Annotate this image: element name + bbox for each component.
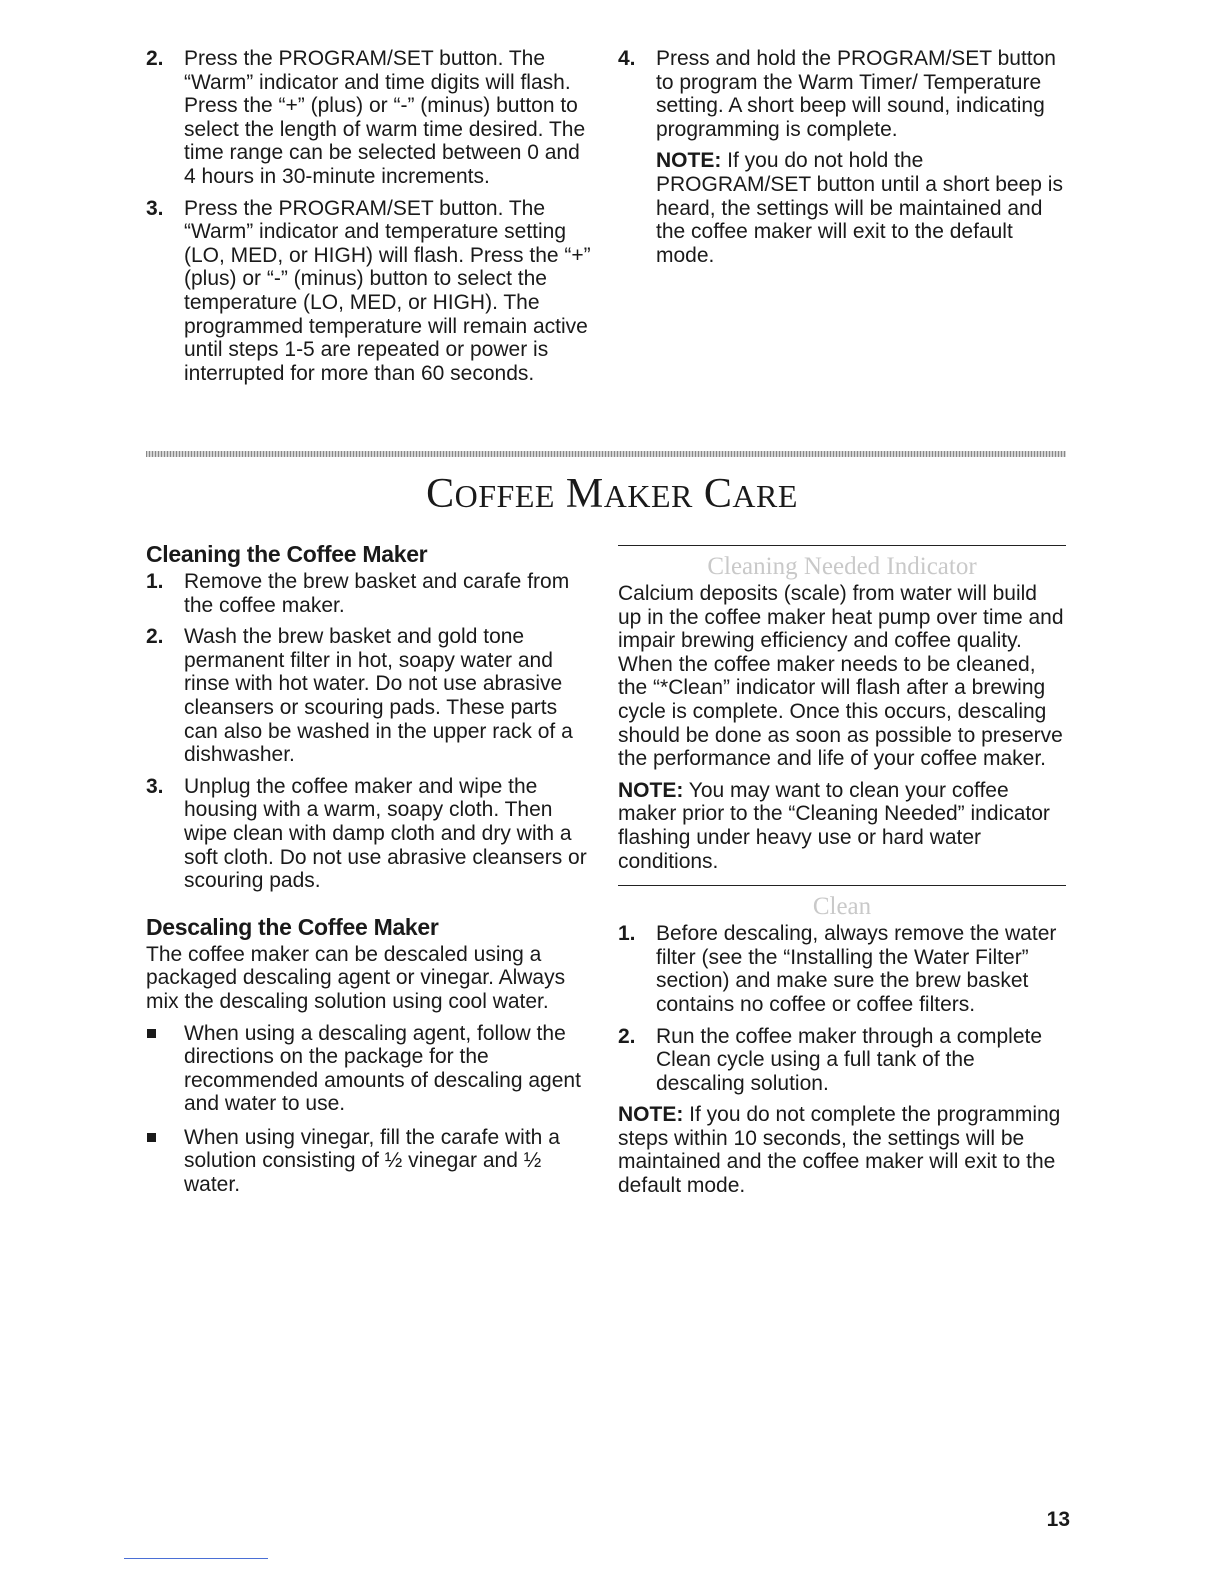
clean-step-2 — [618, 1025, 1066, 1096]
step-number: 4. — [618, 47, 636, 70]
cleaning-heading: Cleaning the Coffee Maker — [146, 541, 428, 567]
step-text: Remove the brew basket and carafe from the coffee maker. — [184, 570, 570, 617]
step-number: 2. — [146, 625, 164, 649]
section-divider — [146, 451, 1066, 457]
cleaning-step-3 — [146, 775, 592, 893]
step-number: 2. — [618, 1024, 636, 1048]
step-text: Unplug the coffee maker and wipe the housing with a warm, soapy cloth. Then wipe clean with damp cloth and dry with a soft cloth. Do not use abrasive cleansers or scouring pads. — [184, 774, 587, 893]
indicator-body: Calcium deposits (scale) from water will build up in the coffee maker heat pump over time and impair brewing efficiency and coffee quality. When the coffee maker needs to be cleaned, the “*Clean” indicator will flash after a brewing cycle is complete. Once this occurs, descaling should be done as soon as possible to preserve the performance and life of your coffee maker. — [618, 582, 1064, 771]
step-text: Wash the brew basket and gold tone permanent filter in hot, soapy water and rinse with hot water. Do not use abrasive cleansers or scouring pads. These parts can also be washed in the upper rack of a dishwasher. — [184, 625, 573, 767]
indicator-rule — [618, 545, 1066, 546]
indicator-note — [618, 779, 1066, 873]
warm-note — [618, 149, 1066, 267]
note-label: NOTE: — [618, 1103, 684, 1127]
footer-link-underline — [124, 1558, 268, 1559]
step-text: Run the coffee maker through a complete Clean cycle using a full tank of the descaling solution. — [656, 1024, 1043, 1095]
step-number: 1. — [146, 570, 164, 593]
descaling-intro: The coffee maker can be descaled using a packaged descaling agent or vinegar. Always mix the descaling solution using cool water. — [146, 942, 566, 1013]
note-text: If you do not complete the programming steps within 10 seconds, the settings will be maintained and the coffee maker will exit to the default mode. — [618, 1103, 1061, 1198]
warm-step-3 — [146, 197, 592, 386]
cleaning-step-1 — [146, 570, 592, 617]
note-label: NOTE: — [656, 149, 722, 173]
descaling-bullet — [146, 1126, 592, 1197]
bullet-square — [147, 1133, 156, 1142]
descaling-heading: Descaling the Coffee Maker — [146, 913, 439, 940]
top-left-column — [146, 47, 592, 393]
bullet-text: When using vinegar, fill the carafe with a solution consisting of ½ vinegar and ½ water. — [184, 1125, 560, 1197]
step-text: Before descaling, always remove the water filter (see the “Installing the Water Filter” section) and make sure the brew basket contains no coffee or coffee filters. — [656, 922, 1057, 1016]
step-text: Press the PROGRAM/SET button. The “Warm” indicator and time digits will flash. Press the “+” (plus) or “-” (minus) button to select the length of warm time desired. The time range can be selected between 0 and 4 hours in 30-minute increments. — [184, 47, 586, 188]
bullet-square — [147, 1029, 156, 1038]
clean-rule — [618, 885, 1066, 886]
step-number: 1. — [618, 922, 636, 946]
section-title: COFFEE MAKER CARE — [426, 471, 798, 517]
clean-note — [618, 1103, 1066, 1197]
note-text: You may want to clean your coffee maker prior to the “Cleaning Needed” indicator flashing under heavy use or hard water conditions. — [618, 778, 1050, 873]
bullet-text: When using a descaling agent, follow the directions on the package for the recommended amounts of descaling agent and water to use. — [184, 1021, 581, 1116]
bottom-right-column — [618, 545, 1066, 1206]
descaling-bullet — [146, 1022, 592, 1116]
cleaning-step-2 — [146, 625, 592, 767]
page-number: 13 — [1046, 1508, 1070, 1531]
step-text: Press the PROGRAM/SET button. The “Warm” indicator and temperature setting (LO, MED, or HIGH) will flash. Press the “+” (plus) or “-” (minus) button to select the temperature (LO, MED, or HIGH). The programmed temperature will remain active until steps 1-5 are repeated or power is interrupted for more than 60 seconds. — [184, 196, 591, 385]
note-text: If you do not hold the PROGRAM/SET button until a short beep is heard, the settings will be maintained and the coffee maker will exit to the default mode. — [656, 149, 1063, 267]
bottom-left-column — [146, 540, 592, 1207]
warm-step-4 — [618, 47, 1066, 141]
clean-step-1 — [618, 922, 1066, 1016]
top-right-column — [618, 47, 1066, 275]
step-number: 3. — [146, 196, 164, 220]
step-number: 3. — [146, 774, 164, 798]
warm-step-2 — [146, 47, 592, 189]
step-text: Press and hold the PROGRAM/SET button to program the Warm Timer/ Temperature setting. A short beep will sound, indicating programming is complete. — [656, 47, 1056, 141]
indicator-heading: Cleaning Needed Indicator — [707, 553, 977, 580]
note-label: NOTE: — [618, 778, 684, 802]
clean-heading: Clean — [812, 893, 872, 921]
step-number: 2. — [146, 47, 164, 70]
